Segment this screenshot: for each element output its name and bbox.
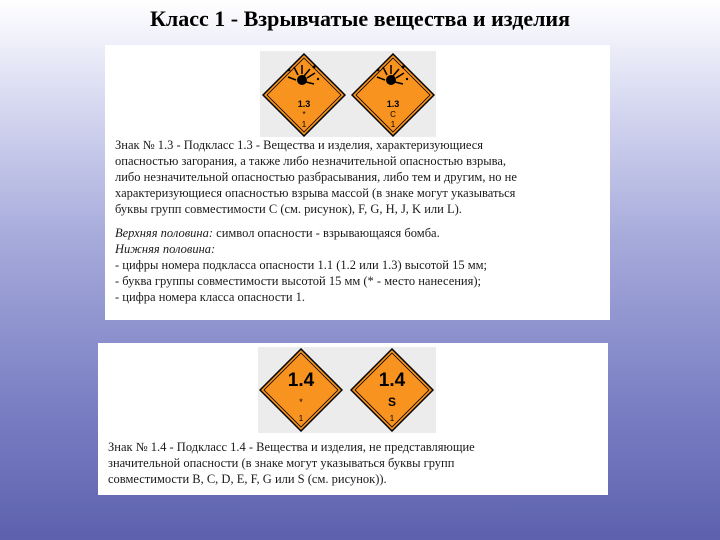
upper-half-label: Верхняя половина: (115, 226, 214, 240)
description-line: опасностью загорания, а также либо незначительной опасностью взрыва, (115, 154, 507, 168)
sign-1-4-panel (98, 343, 608, 495)
sign-class-number: 1 (389, 414, 395, 423)
list-item: - буква группы совместимости высотой 15 мм (* - место нанесения); (115, 274, 482, 288)
sign-division-number: 1.3 (386, 99, 400, 109)
slide-title: Класс 1 - Взрывчатые вещества и изделия (149, 6, 571, 31)
sign-division-number: 1.3 (297, 99, 311, 109)
sign-compatibility-group: S (387, 395, 397, 409)
upper-half-text: символ опасности - взрывающаяся бомба. (213, 226, 440, 240)
sign-1-3-layout-notes (115, 225, 600, 305)
sign-compatibility-group: * (302, 110, 306, 119)
lower-half-label: Нижняя половина: (115, 242, 216, 256)
list-item: - цифра номера класса опасности 1. (115, 290, 306, 304)
sign-1-3-panel (105, 45, 610, 320)
sign-compatibility-group: C (390, 110, 396, 119)
sign-class-number: 1 (390, 120, 396, 129)
hazard-sign-1-4-s (350, 348, 434, 432)
sign-1-3-description (115, 137, 595, 217)
list-item: - цифры номера подкласса опасности 1.1 (1.2 или 1.3) высотой 15 мм; (115, 258, 487, 272)
hazard-sign-1-3-c (351, 53, 435, 137)
description-line: буквы групп совместимости С (см. рисунок), F, G, H, J, K или L). (115, 202, 462, 216)
description-line: значительной опасности (в знаке могут указываться буквы групп (108, 456, 455, 470)
description-line: Знак № 1.3 - Подкласс 1.3 - Вещества и изделия, характеризующиеся (115, 138, 484, 152)
sign-1-4-description (108, 439, 600, 487)
description-line: Знак № 1.4 - Подкласс 1.4 - Вещества и изделия, не представляющие (108, 440, 475, 454)
description-line: характеризующиеся опасностью взрыва массой (в знаке могут указываться (115, 186, 516, 200)
sign-division-number: 1.4 (378, 370, 406, 391)
hazard-sign-1-4-star (259, 348, 343, 432)
description-line: совместимости B, C, D, E, F, G или S (см. рисунок)). (108, 472, 387, 486)
description-line: либо незначительной опасностью разбрасывания, либо тем и другим, но не (115, 170, 517, 184)
sign-compatibility-group: * (299, 397, 303, 407)
sign-class-number: 1 (301, 120, 307, 129)
sign-class-number: 1 (298, 414, 304, 423)
hazard-sign-1-3-star (262, 53, 346, 137)
sign-division-number: 1.4 (287, 370, 315, 391)
